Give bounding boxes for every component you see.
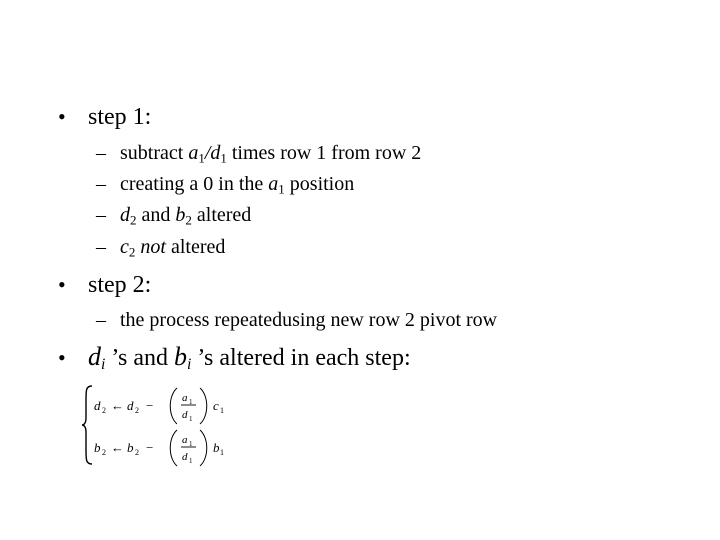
subscript: 2 (130, 212, 137, 228)
update-equations (82, 382, 242, 468)
equations-svg (82, 382, 242, 468)
eq2-lhs-sub: 2 (102, 448, 106, 457)
eq2-r1-sub: 2 (135, 448, 139, 457)
text-run: altered (191, 204, 252, 226)
bullet-glyph: • (58, 345, 66, 370)
dash-glyph: – (96, 173, 106, 195)
step2-item-1 (96, 309, 497, 332)
dash-glyph: – (96, 142, 106, 164)
subscript-i: i (187, 355, 192, 373)
dash-glyph: – (96, 204, 106, 226)
step1-bullet-row (58, 104, 151, 131)
text-run: subtract (120, 142, 189, 164)
step2-bullet-row (58, 272, 151, 299)
eq2-den: d (182, 451, 188, 463)
step1-item-3 (96, 204, 251, 227)
emphasis-not: not (140, 236, 166, 258)
text-run: ’s altered in each step: (191, 345, 411, 371)
var-a: a (188, 142, 199, 164)
item-text: the process repeatedusing new row 2 pivot row (120, 309, 498, 331)
step1-label: step 1: (88, 104, 152, 130)
eq1-den: d (182, 409, 188, 421)
eq2-arrow: ← (111, 440, 124, 455)
eq1-num-sub: 1 (189, 398, 193, 406)
var-b: b (175, 204, 186, 226)
var-d: d (88, 342, 101, 371)
subscript: 2 (185, 212, 192, 228)
item-text (120, 236, 225, 259)
step2-label: step 2: (88, 272, 152, 298)
eq2-last: b (213, 440, 220, 455)
eq1-right-paren (200, 388, 207, 424)
eq2-r1: b (127, 440, 134, 455)
eq1-r1-sub: 2 (135, 406, 139, 415)
eq1-num: a (182, 392, 188, 404)
item-text (120, 173, 354, 196)
subscript: 1 (198, 150, 205, 166)
eq1-lhs-sub: 2 (102, 406, 106, 415)
text-run: times row 1 from row 2 (226, 142, 422, 164)
step1-item-2 (96, 173, 354, 196)
step3-text (88, 342, 411, 372)
var-c: c (120, 236, 129, 258)
eq2-num: a (182, 434, 188, 446)
eq2-lhs: b (94, 440, 101, 455)
dash-glyph: – (96, 309, 106, 331)
subscript: 2 (128, 244, 136, 260)
equation-line-2 (94, 430, 224, 466)
eq1-left-paren (170, 388, 177, 424)
var-d: d (120, 204, 130, 226)
eq2-last-sub: 1 (220, 448, 224, 457)
var-a: a (268, 173, 279, 195)
bullet-glyph: • (58, 104, 66, 129)
var-d: d (210, 142, 221, 164)
step1-item-4 (96, 236, 225, 259)
subscript-i: i (101, 355, 106, 373)
eq1-last: c (213, 398, 219, 413)
text-run: and (136, 204, 176, 226)
step3-bullet-row (58, 342, 411, 372)
eq2-num-sub: 1 (189, 440, 193, 448)
eq1-arrow: ← (111, 398, 124, 413)
var-b: b (174, 342, 188, 371)
equation-line-1 (94, 388, 224, 424)
slash: / (204, 142, 211, 164)
eq1-den-sub: 1 (189, 415, 193, 423)
subscript: 1 (278, 181, 285, 197)
text-run: ’s and (105, 345, 175, 371)
eq1-r1: d (127, 398, 134, 413)
eq2-right-paren (200, 430, 207, 466)
eq1-lhs: d (94, 398, 101, 413)
item-text (120, 142, 421, 165)
left-brace (82, 386, 92, 464)
item-text (120, 204, 251, 227)
dash-glyph: – (96, 236, 106, 258)
eq1-last-sub: 1 (220, 406, 224, 415)
text-run: position (284, 173, 355, 195)
text-run: creating a 0 in the (120, 173, 269, 195)
eq2-minus: − (146, 440, 154, 455)
eq2-den-sub: 1 (189, 457, 193, 465)
bullet-glyph: • (58, 272, 66, 297)
step1-item-1 (96, 142, 421, 165)
eq2-left-paren (170, 430, 177, 466)
eq1-minus: − (146, 398, 154, 413)
subscript: 1 (220, 150, 227, 166)
text-run: altered (165, 236, 226, 258)
